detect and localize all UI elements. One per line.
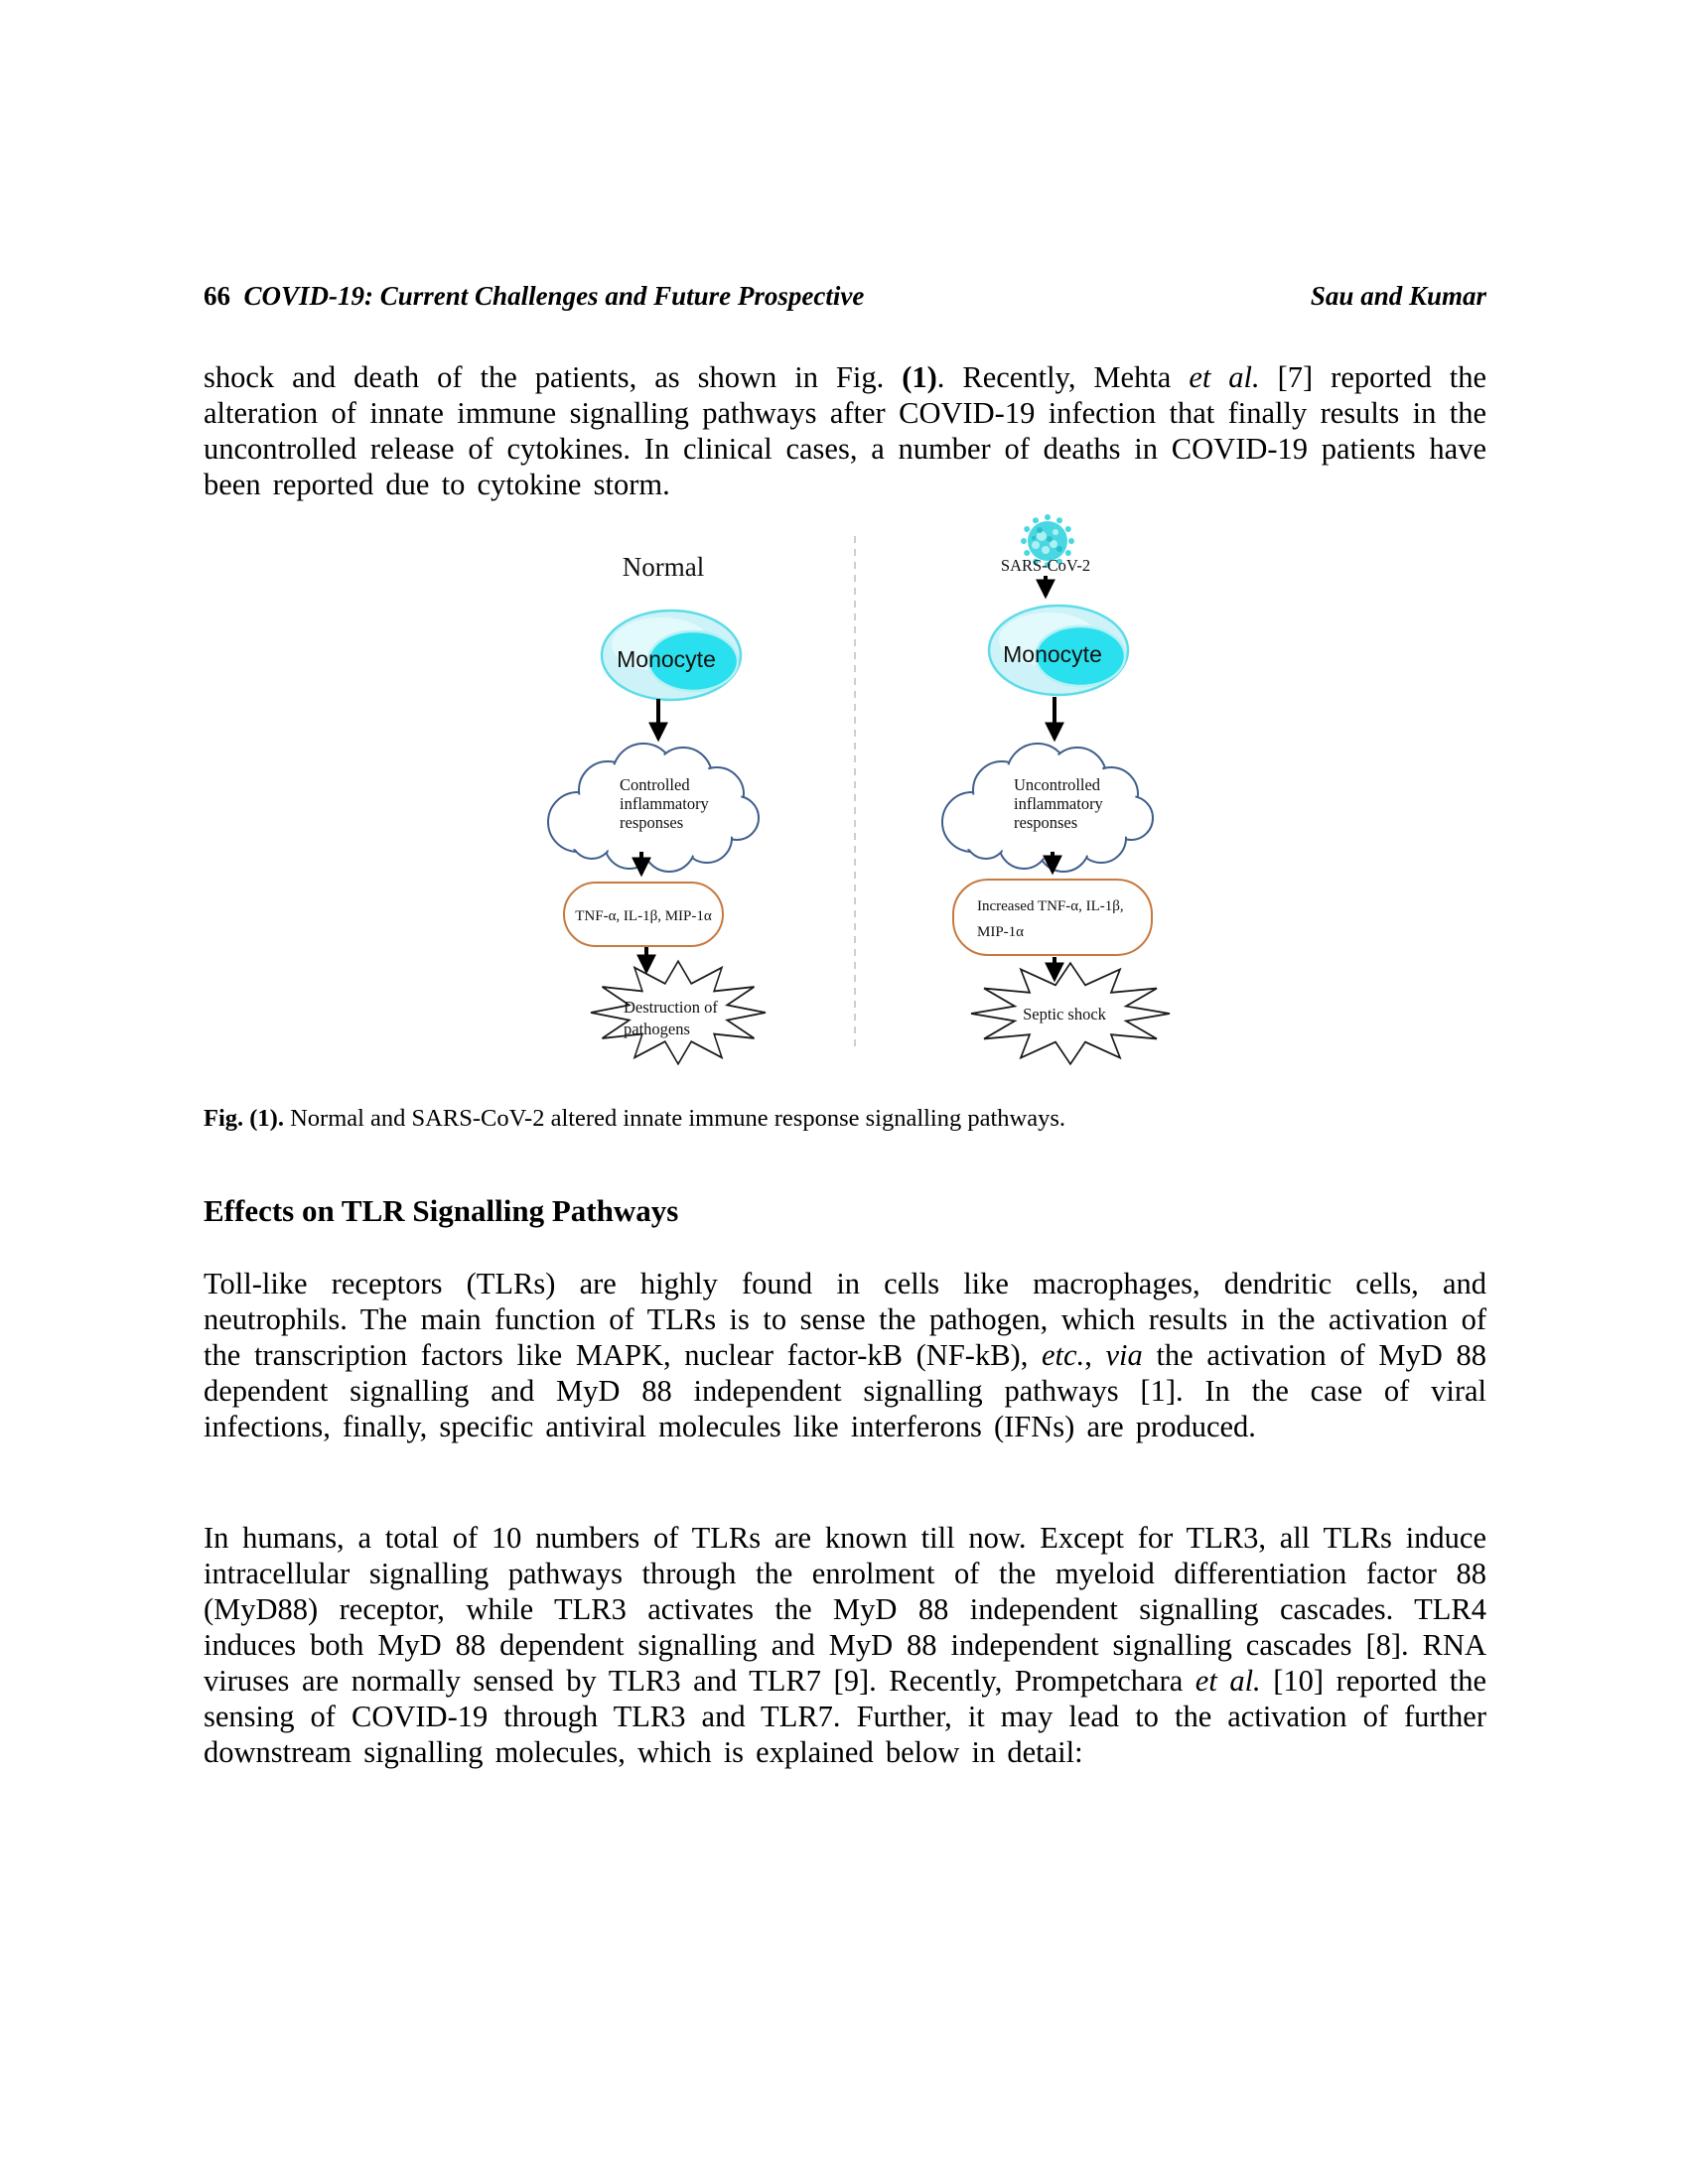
virus-label: SARS-CoV-2: [1000, 556, 1091, 575]
book-title: COVID-19: Current Challenges and Future Prospective: [243, 281, 865, 311]
outcome-star-right: [971, 963, 1170, 1064]
cloud-left-line-1: Controlled: [620, 775, 690, 794]
header-left: [204, 281, 864, 312]
mediator-right-line-2: MIP-1α: [977, 924, 1025, 940]
monocyte-label-left: Monocyte: [617, 646, 716, 672]
running-header: [204, 281, 1486, 312]
monocyte-label-right: Monocyte: [1003, 641, 1102, 667]
monocyte-cell-left: [602, 611, 741, 700]
cloud-right-line-3: responses: [1014, 813, 1078, 832]
mediator-right-line-1: Increased TNF-α, IL-1β,: [977, 898, 1124, 914]
body-paragraph-2: Toll-like receptors (TLRs) are highly found in cells like macrophages, dendritic cells, and neutrophils. The main function of TLRs is to sense the pathogen, which results in the activation of the transcription factors like MAPK, nuclear factor-kB (NF-kB), etc., via the activation of MyD 88 dependent signalling and MyD 88 independent signalling pathways [1]. In the case of viral infections, finally, specific antiviral molecules like interferons (IFNs) are produced.: [204, 1266, 1487, 1443]
figure-caption: Fig. (1). Normal and SARS-CoV-2 altered innate immune response signalling pathways.: [204, 1104, 1066, 1132]
mediator-box-right: [953, 880, 1152, 955]
cloud-right-line-1: Uncontrolled: [1014, 775, 1101, 794]
cloud-left-line-3: responses: [620, 813, 684, 832]
body-paragraph-1: shock and death of the patients, as shown in Fig. (1). Recently, Mehta et al. [7] reported the alteration of innate immune signalling pathways after COVID-19 infection that finally results in the uncontrolled release of cytokines. In clinical cases, a number of deaths in COVID-19 patients have been reported due to cytokine storm.: [204, 359, 1487, 501]
outcome-right-label: Septic shock: [1023, 1005, 1106, 1024]
cloud-right: [942, 744, 1153, 872]
cloud-left-line-2: inflammatory: [620, 794, 709, 813]
authors: Sau and Kumar: [1310, 281, 1486, 311]
outcome-left-line-1: Destruction of: [624, 998, 718, 1017]
mediator-box-left: [564, 883, 723, 946]
monocyte-cell-right: [989, 606, 1128, 695]
left-panel-title: Normal: [622, 552, 705, 582]
figure-canvas: [199, 514, 1489, 1072]
cloud-right-line-2: inflammatory: [1014, 794, 1103, 813]
header-right: [1311, 281, 1486, 312]
body-paragraph-3: In humans, a total of 10 numbers of TLRs are known till now. Except for TLR3, all TLRs induce intracellular signalling pathways through the enrolment of the myeloid differentiation factor 88 (MyD88) receptor, while TLR3 activates the MyD 88 independent signalling cascades. TLR4 induces both MyD 88 dependent signalling and MyD 88 independent signalling cascades [8]. RNA viruses are normally sensed by TLR3 and TLR7 [9]. Recently, Prompetchara et al. [10] reported the sensing of COVID-19 through TLR3 and TLR7. Further, it may lead to the activation of further downstream signalling molecules, which is explained below in detail:: [204, 1520, 1486, 1769]
page-number: 66: [204, 281, 230, 311]
mediator-label-left: TNF-α, IL-1β, MIP-1α: [575, 908, 712, 924]
figure-1: [199, 514, 1489, 1072]
section-heading: Effects on TLR Signalling Pathways: [204, 1192, 679, 1228]
outcome-star-left: [591, 961, 766, 1064]
outcome-left-line-2: pathogens: [624, 1020, 690, 1038]
cloud-left: [548, 744, 759, 872]
